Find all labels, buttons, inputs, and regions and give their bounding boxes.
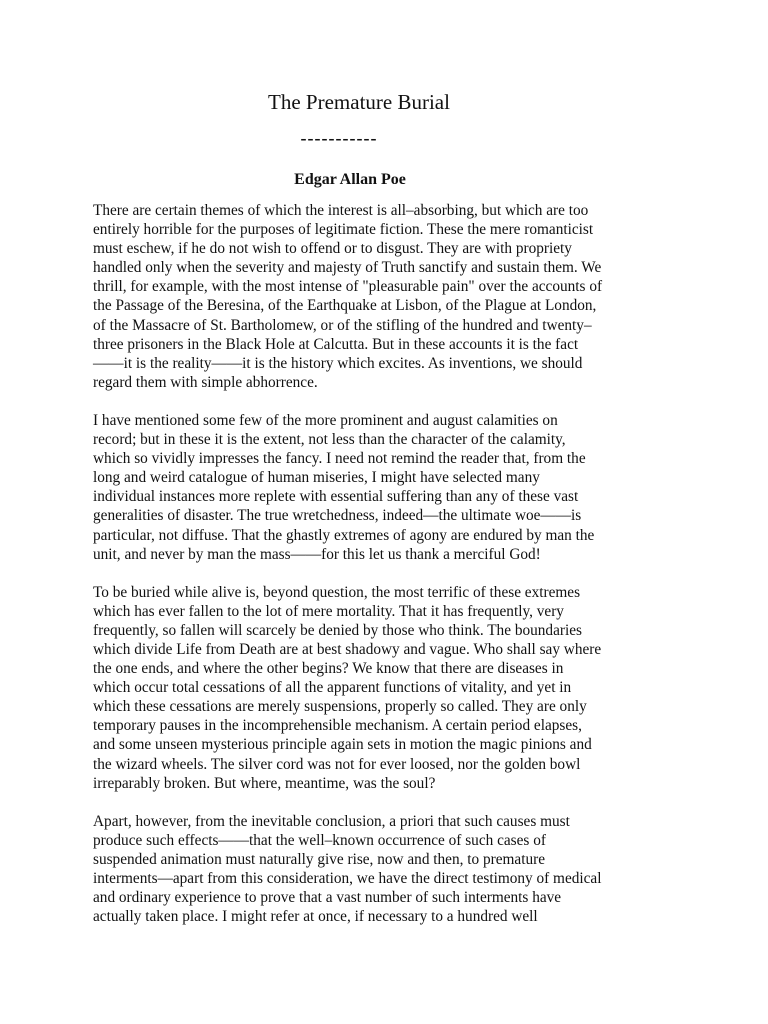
paragraph-2: I have mentioned some few of the more prominent and august calamities on record; but in these it is the extent, not less than the character of the calamity, which so vividly impresses the fancy. I need not remind the reader that, from the long and weird catalogue of human miseries, I might have selected many individual instances more replete with essential suffering than any of these vast generalities of disaster. The true wretchedness, indeed—the ultimate woe——is particular, not diffuse. That the ghastly extremes of agony are endured by man the unit, and never by man the mass——for this let us thank a merciful God! [93, 411, 595, 563]
author-name: Edgar Allan Poe [294, 171, 406, 188]
paragraph-1: There are certain themes of which the interest is all–absorbing, but which are too entirely horrible for the purposes of legitimate fiction. These the mere romanticist must eschew, if he do not wish to offend or to disgust. They are with propriety handled only when the severity and majesty of Truth sanctify and sustain them. We thrill, for example, with the most intense of "pleasurable pain" over the accounts of the Passage of the Beresina, of the Earthquake at Lisbon, of the Plague at London, of the Massacre of St. Bartholomew, or of the stifling of the hundred and twenty– three prisoners in the Black Hole at Calcutta. But in these accounts it is the fact ——it is the reality——it is the history which excites. As inventions, we should regard them with simple abhorrence. [93, 202, 603, 391]
body-text [93, 201, 693, 945]
title-divider: ----------- [300, 128, 378, 148]
paragraph-4: Apart, however, from the inevitable conclusion, a priori that such causes must produce such effects——that the well–known occurrence of such cases of suspended animation must naturally give rise, now and then, to premature interments—apart from this consideration, we have the direct testimony of medical and ordinary experience to prove that a vast number of such interments have actually taken place. I might refer at once, if necessary to a hundred well [93, 812, 602, 926]
document-title: The Premature Burial [268, 90, 450, 114]
paragraph-3: To be buried while alive is, beyond question, the most terrific of these extremes which has ever fallen to the lot of mere mortality. That it has frequently, very frequently, so fallen will scarcely be denied by those who think. The boundaries which divide Life from Death are at best shadowy and vague. Who shall say where the one ends, and where the other begins? We know that there are diseases in which occur total cessations of all the apparent functions of vitality, and yet in which these cessations are merely suspensions, properly so called. They are only temporary pauses in the incomprehensible mechanism. A certain period elapses, and some unseen mysterious principle again sets in motion the magic pinions and the wizard wheels. The silver cord was not for ever loosed, nor the golden bowl irreparably broken. But where, meantime, was the soul? [93, 583, 602, 792]
